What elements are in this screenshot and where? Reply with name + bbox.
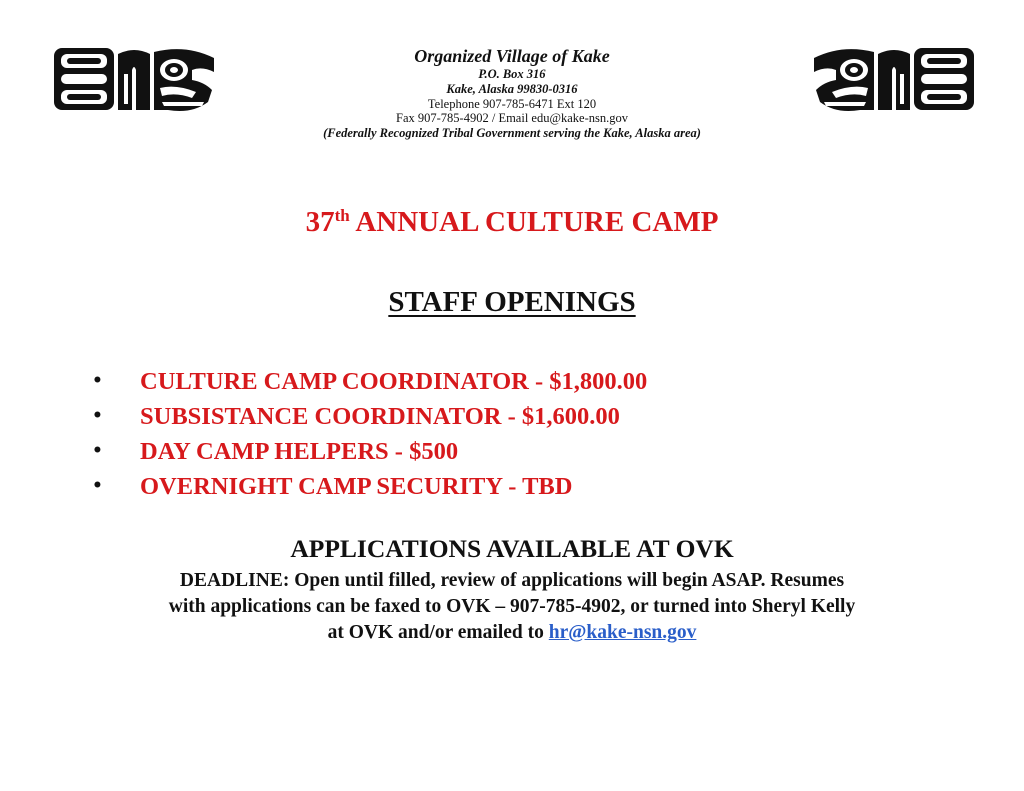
recognition-note: (Federally Recognized Tribal Government serving the Kake, Alaska area) <box>323 126 701 141</box>
deadline-paragraph <box>92 568 932 646</box>
openings-list <box>92 364 647 504</box>
bullet-icon: • <box>92 371 103 391</box>
city-address: Kake, Alaska 99830-0316 <box>446 81 578 96</box>
letterhead <box>262 46 762 141</box>
title-text: ANNUAL CULTURE CAMP <box>349 206 719 238</box>
opening-label: DAY CAMP HELPERS - $500 <box>140 438 459 465</box>
deadline-line-3-text: at OVK and/or emailed to <box>327 622 549 643</box>
title-number: 37 <box>305 206 335 238</box>
org-name: Organized Village of Kake <box>414 46 610 66</box>
fax-email: Fax 907-785-4902 / Email edu@kake-nsn.gov <box>396 111 628 126</box>
bullet-icon: • <box>92 476 103 496</box>
opening-label: CULTURE CAMP COORDINATOR - $1,800.00 <box>140 368 648 395</box>
camp-title <box>0 206 1024 239</box>
applications-heading: APPLICATIONS AVAILABLE AT OVK <box>290 534 734 563</box>
tlingit-formline-logo-right <box>810 44 976 116</box>
opening-item <box>92 399 647 434</box>
tlingit-formline-logo-left <box>52 44 218 116</box>
opening-item <box>92 469 647 504</box>
bullet-icon: • <box>92 406 103 426</box>
po-box: P.O. Box 316 <box>478 67 546 82</box>
deadline-line-1: DEADLINE: Open until filled, review of applications will begin ASAP. Resumes <box>179 570 845 591</box>
opening-label: SUBSISTANCE COORDINATOR - $1,600.00 <box>140 403 620 430</box>
title-ordinal: th <box>334 206 350 225</box>
hr-email-link[interactable]: hr@kake-nsn.gov <box>548 622 697 643</box>
bullet-icon: • <box>92 441 103 461</box>
opening-label: OVERNIGHT CAMP SECURITY - TBD <box>140 473 573 500</box>
staff-openings-heading: STAFF OPENINGS <box>388 286 636 318</box>
deadline-line-3 <box>92 620 932 646</box>
telephone: Telephone 907-785-6471 Ext 120 <box>427 96 597 111</box>
deadline-line-2: with applications can be faxed to OVK – 907-785-4902, or turned into Sheryl Kelly <box>168 596 856 617</box>
opening-item <box>92 434 647 469</box>
opening-item <box>92 364 647 399</box>
